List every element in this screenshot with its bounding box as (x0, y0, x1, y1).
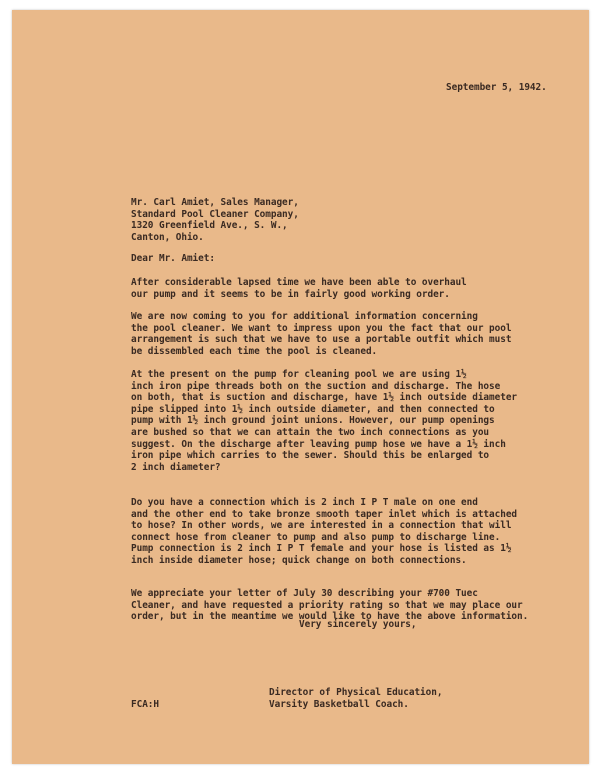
paragraph-line: be dissembled each time the pool is cleaned. (131, 345, 378, 357)
letter-date: September 5, 1942. (446, 82, 547, 93)
letter-page (12, 10, 589, 764)
paragraph-line: connect hose from cleaner to pump and also pump to discharge line. (131, 531, 501, 543)
paragraph-line: to hose? In other words, we are interested in a connection that will (131, 520, 512, 532)
paragraph-line: the pool cleaner. We want to impress upon you the fact that our pool (131, 322, 512, 334)
reference-initials: FCA:H (131, 699, 159, 710)
paragraph-line: arrangement is such that we have to use a portable outfit which must (131, 334, 512, 346)
paragraph-line: After considerable lapsed time we have been able to overhaul (131, 277, 467, 288)
paragraph-line: order, but in the meantime we would like to have the above information. (131, 611, 529, 623)
paragraph-line: on both, that is suction and discharge, have 1½ inch outside diameter (131, 392, 518, 404)
address-line: Mr. Carl Amiet, Sales Manager, (131, 197, 299, 208)
address-line: 1320 Greenfield Ave., S. W., (131, 220, 288, 232)
body-paragraph (131, 277, 467, 300)
address-line: Standard Pool Cleaner Company, (131, 208, 299, 220)
closing: Very sincerely yours, (299, 619, 417, 630)
body-paragraph (131, 369, 517, 473)
paragraph-line: and the other end to take bronze smooth taper inlet which is attached (131, 508, 518, 520)
paragraph-line: suggest. On the discharge after leaving pump hose we have a 1½ inch (131, 438, 506, 450)
body-paragraph (131, 588, 528, 623)
body-paragraph (131, 497, 517, 567)
signature-block (269, 687, 442, 711)
paragraph-line: inch inside diameter hose; quick change on both connections. (131, 554, 467, 566)
paragraph-line: pipe slipped into 1½ inch outside diameter, and then connected to (131, 403, 495, 415)
recipient-address (131, 197, 299, 243)
paragraph-line: our pump and it seems to be in fairly good working order. (131, 288, 450, 300)
paragraph-line: pump with 1½ inch ground joint unions. However, our pump openings (131, 415, 495, 427)
paragraph-line: Cleaner, and have requested a priority rating so that we may place our (131, 599, 523, 611)
paragraph-line: iron pipe which carries to the sewer. Should this be enlarged to (131, 450, 490, 462)
body-paragraph (131, 311, 511, 357)
paragraph-line: Do you have a connection which is 2 inch I P T male on one end (131, 497, 478, 508)
paragraph-line: At the present on the pump for cleaning pool we are using 1½ (131, 369, 467, 380)
paragraph-line: We are now coming to you for additional information concerning (131, 311, 478, 322)
address-line: Canton, Ohio. (131, 231, 204, 243)
paragraph-line: are bushed so that we can attain the two inch connections as you (131, 426, 490, 438)
paragraph-line: inch iron pipe threads both on the suction and discharge. The hose (131, 380, 501, 392)
paragraph-line: 2 inch diameter? (131, 461, 221, 473)
salutation: Dear Mr. Amiet: (131, 253, 215, 264)
paragraph-line: We appreciate your letter of July 30 describing your #700 Tuec (131, 588, 478, 599)
paragraph-line: Pump connection is 2 inch I P T female and your hose is listed as 1½ (131, 543, 512, 555)
signature-line: Director of Physical Education, (269, 687, 443, 698)
signature-line: Varsity Basketball Coach. (269, 699, 409, 710)
